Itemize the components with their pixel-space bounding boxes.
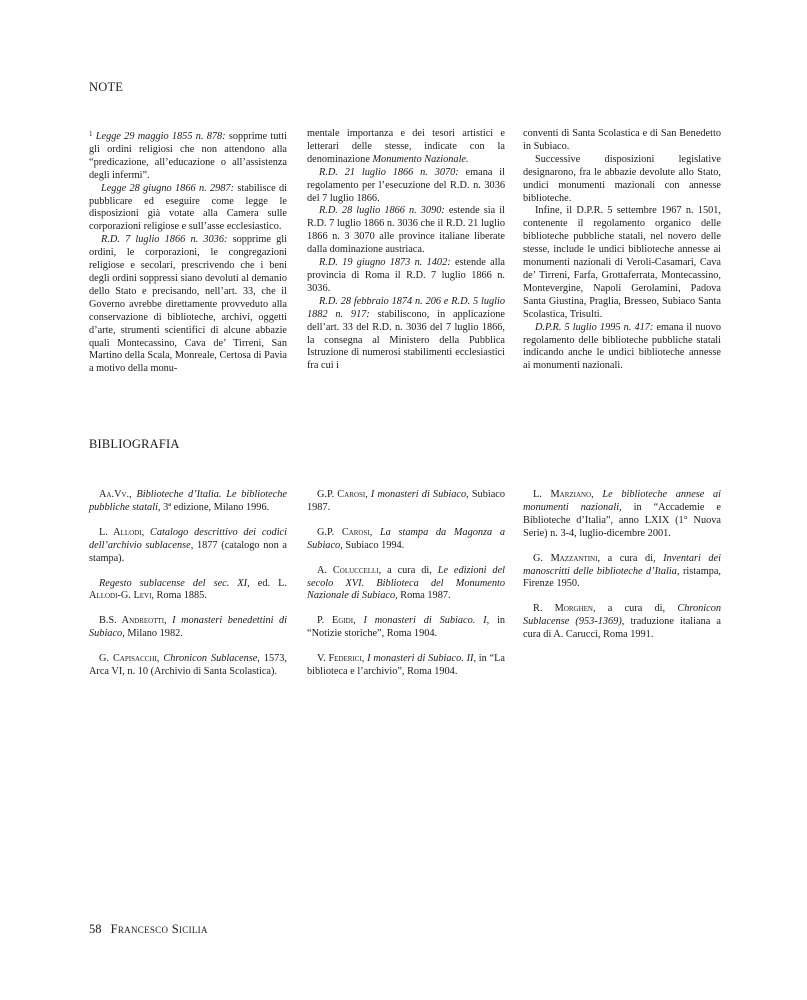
entry-title: Chronicon Sublacense <box>163 653 258 665</box>
entry-details: , ed. L. <box>247 577 287 589</box>
entry-author: Allodi-G. Levi <box>89 590 152 602</box>
law-reference: R.D. 19 giugno 1873 n. 1402: <box>319 257 451 269</box>
bibliography-entry <box>89 615 287 641</box>
entry-separator: , <box>156 653 164 665</box>
entry-separator: , <box>591 489 603 500</box>
entry-separator: , a cura di, <box>378 564 438 576</box>
law-reference: R.D. 28 luglio 1866 n. 3090: <box>319 205 445 217</box>
note-paragraph <box>307 128 505 167</box>
entry-author: G. Capisacchi <box>99 653 157 665</box>
bibliography-column-2 <box>307 489 505 691</box>
note-emphasis: Monumento Nazionale. <box>372 153 469 165</box>
entry-details: , traduzione italiana a cura di A. Carucci, Roma 1991. <box>523 616 721 641</box>
bibliography-entry <box>307 615 505 641</box>
note-paragraph <box>89 128 287 183</box>
entry-title: I monasteri di Subiaco. I <box>363 615 487 627</box>
running-author: Francesco Sicilia <box>110 922 208 936</box>
entry-details: , 1573, Arca VI, n. 10 (Archivio di Santa Scolastica). <box>89 653 287 678</box>
note-paragraph <box>89 234 287 376</box>
note-text: stabiliscono, in applicazione dell’art. 33 del R.D. n. 3036 del 7 luglio 1866, la consegna al Ministero della Pubblica Istruzione di numerosi stabilimenti ecclesiastici fra cui i <box>307 308 505 372</box>
bibliography-entry <box>523 489 721 541</box>
entry-author: R. Morghen <box>533 603 593 615</box>
note-text: sopprime tutti gli ordini religiosi che non attendono alla “predicazione, all’educazione o all’assistenza degli infermi”. <box>89 131 287 181</box>
entry-title: I monasteri di Subiaco. II <box>367 653 474 665</box>
note-paragraph <box>523 154 721 206</box>
entry-separator: , <box>141 526 150 538</box>
entry-details: , 1877 (catalogo non a stampa). <box>89 539 287 564</box>
entry-author: G. Mazzantini <box>533 552 598 564</box>
note-paragraph <box>523 128 721 154</box>
bibliography-entry <box>307 565 505 604</box>
entry-details: , Roma 1987. <box>395 590 451 602</box>
law-reference: Legge 29 maggio 1855 n. 878: <box>95 131 226 142</box>
bibliography-heading: BIBLIOGRAFIA <box>89 437 180 451</box>
law-reference: R.D. 21 luglio 1866 n. 3070: <box>319 166 459 178</box>
entry-separator: , <box>164 615 173 627</box>
entry-separator: , <box>361 653 368 665</box>
entry-author: Aa.Vv. <box>99 489 130 500</box>
entry-author: B.S. Andreotti <box>99 615 165 627</box>
note-text: sopprime gli ordini, le corporazioni, le congregazioni religiose e secolari, prescrivendo che i beni degli ordini soppressi siano devoluti al demanio dello Stato e precisando, nell’art. 33, che il Governo avrebbe direttamente provveduto alla conservazione di biblioteche, archivi, oggetti d’arte, strumenti scientifici di alcune abbazie quali Montecassino, Cava de’ Tirreni, San Martino della Scala, Monreale, Certosa di Pavia a motivo della monu- <box>89 234 288 375</box>
bibliography-entry <box>89 578 287 604</box>
note-paragraph <box>307 257 505 296</box>
entry-details: , Subiaco 1994. <box>340 539 405 551</box>
entry-title: Le edizioni del secolo XVI. Biblioteca del Monumento Nazionale di Subiaco <box>307 564 505 602</box>
note-text: emana il nuovo regolamento delle biblioteche pubbliche statali indicando anche le undici biblioteche annesse ai monumenti nazionali. <box>523 321 721 372</box>
note-paragraph <box>523 205 721 321</box>
bibliography-column-3 <box>523 489 721 654</box>
entry-separator: , <box>129 489 137 500</box>
note-text: estende alla provincia di Roma il R.D. 7 luglio 1866 n. 3036. <box>307 257 506 294</box>
bibliography-column-1 <box>89 489 287 691</box>
note-text: estende sia il R.D. 7 luglio 1866 n. 3036 che il R.D. 21 luglio 1866 n. 3 3070 alle province italiane liberate dalla dominazione austriaca. <box>307 205 505 256</box>
entry-title: Regesto sublacense del sec. XI <box>99 577 248 589</box>
entry-title: La stampa da Magonza a Subiaco <box>307 526 505 551</box>
entry-separator: , a cura di, <box>592 603 678 615</box>
law-reference: Legge 28 giugno 1866 n. 2987: <box>101 182 235 194</box>
note-paragraph <box>307 296 505 373</box>
entry-author: V. Federici <box>317 653 362 665</box>
bibliography-entry <box>89 653 287 679</box>
bibliography-entry <box>307 527 505 553</box>
entry-title: Biblioteche d’Italia. Le biblioteche pubbliche statali <box>89 489 287 513</box>
note-paragraph <box>307 167 505 206</box>
entry-title: I monasteri benedettini di Subiaco <box>89 615 287 640</box>
entry-details: , Roma 1885. <box>151 590 207 602</box>
entry-details: , 3ª edizione, Milano 1996. <box>157 501 270 513</box>
bibliography-entry <box>523 603 721 642</box>
bibliography-entry <box>89 489 287 515</box>
notes-column-2 <box>307 128 505 373</box>
entry-author: A. Coluccelli <box>317 564 379 576</box>
entry-details: , Milano 1982. <box>122 628 183 640</box>
law-reference: R.D. 28 febbraio 1874 n. 206 e R.D. 5 luglio 1882 n. 917: <box>307 295 505 320</box>
entry-details: , in “Notizie storiche”, Roma 1904. <box>307 615 505 640</box>
entry-details: , ristampa, Firenze 1950. <box>523 565 721 590</box>
bibliography-entry <box>523 553 721 592</box>
notes-column-3 <box>523 128 721 373</box>
note-paragraph <box>307 205 505 257</box>
page-footer <box>89 922 208 937</box>
entry-title: I monasteri di Subiaco <box>370 489 467 500</box>
bibliography-entry <box>307 489 505 515</box>
notes-column-1 <box>89 128 287 376</box>
entry-author: G.P. Carosi <box>317 489 366 500</box>
entry-author: L. Marziano <box>533 489 592 500</box>
entry-details: , in “La biblioteca e l’archivio”, Roma 1904. <box>307 653 506 678</box>
note-paragraph <box>89 183 287 235</box>
entry-author: P. Egidi <box>317 615 354 627</box>
note-text: Infine, il D.P.R. 5 settembre 1967 n. 1501, contenente il regolamento organico delle biblioteche pubbliche statali, nel novero delle stesse, include le undici biblioteche annesse ai monumenti nazionali di Veroli-Casamari, Cava de’ Tirreni, Farfa, Grottaferrata, Montecassino, Montevergine, Napoli Gerolamini, Padova Santa Giustina, Praglia, Bresseo, Subiaco Santa Scolastica, Trisulti. <box>523 205 721 320</box>
entry-title: Chronicon Sublacense (953-1369) <box>523 603 721 628</box>
bibliography-entry <box>89 527 287 566</box>
entry-title: Le biblioteche annese ai monumenti nazionali <box>523 489 722 513</box>
entry-details: , in “Accademie e Biblioteche d’Italia”, anno LXIX (1° Nuova Serie) n. 3-4, luglio-dicembre 2001. <box>523 501 721 539</box>
page-number: 58 <box>89 922 102 936</box>
entry-separator: , <box>353 615 364 627</box>
entry-separator: , a cura di, <box>597 552 664 564</box>
law-reference: R.D. 7 luglio 1866 n. 3036: <box>101 234 228 246</box>
note-text: stabilisce di pubblicare ed eseguire come legge le disposizioni già votate alla Camera sulle corporazioni religiose e sull’asse ecclesiastico. <box>89 182 287 233</box>
note-text: Successive disposizioni legislative designarono, fra le abbazie devolute allo Stato, undici monumenti mazionali con annesse biblioteche. <box>523 153 721 204</box>
entry-separator: , <box>365 489 371 500</box>
entry-author: L. Allodi <box>99 526 142 538</box>
footnote-number: 1 <box>89 130 93 138</box>
note-text: emana il regolamento per l’esecuzione del R.D. n. 3036 del 7 luglio 1866. <box>307 166 505 204</box>
note-text: conventi di Santa Scolastica e di San Benedetto in Subiaco. <box>523 128 721 152</box>
note-paragraph <box>523 322 721 374</box>
notes-heading: NOTE <box>89 80 124 94</box>
entry-title: Catalogo descrittivo dei codici dell’archivio sublacense <box>89 526 287 551</box>
entry-title: Inventari dei manoscritti delle biblioteche d’Italia <box>523 552 721 577</box>
note-text: mentale importanza e dei tesori artistici e letterari delle stesse, indicate con la denominazione <box>307 128 505 165</box>
bibliography-entry <box>307 653 505 679</box>
entry-separator: , <box>369 526 380 538</box>
entry-details: , Subiaco 1987. <box>307 489 505 513</box>
law-reference: D.P.R. 5 luglio 1995 n. 417: <box>535 321 654 333</box>
entry-author: G.P. Carosi <box>317 526 370 538</box>
